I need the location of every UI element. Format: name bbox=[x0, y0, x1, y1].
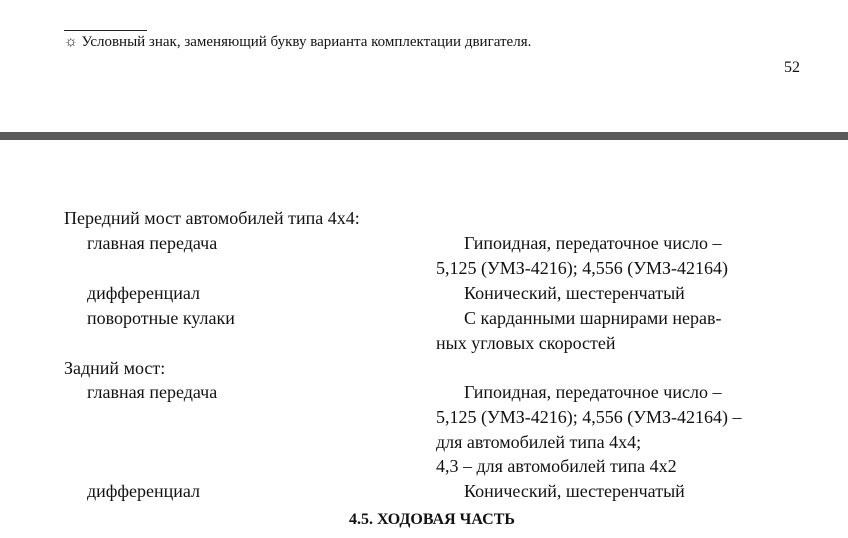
page-number: 52 bbox=[784, 59, 800, 76]
rear-differential-value: Конический, шестеренчатый bbox=[464, 481, 685, 501]
footnote bbox=[64, 33, 531, 52]
rear-differential-label: дифференциал bbox=[87, 481, 201, 501]
front-knuckles-value-line1: С карданными шарнирами нерав- bbox=[464, 308, 722, 328]
rear-main-gear-value-line4: 4,3 – для автомобилей типа 4х2 bbox=[436, 456, 677, 476]
rear-main-gear-label: главная передача bbox=[87, 382, 218, 402]
front-knuckles-label: поворотные кулаки bbox=[87, 308, 235, 328]
page-divider bbox=[0, 132, 848, 140]
sun-symbol-icon: ☼ bbox=[64, 34, 78, 50]
front-knuckles-value-line2: ных угловых скоростей bbox=[436, 333, 616, 353]
rear-main-gear-value-line1: Гипоидная, передаточное число – bbox=[464, 382, 722, 402]
front-main-gear-value-line2: 5,125 (УМЗ-4216); 4,556 (УМЗ-42164) bbox=[436, 258, 728, 278]
front-differential-value: Конический, шестеренчатый bbox=[464, 283, 685, 303]
front-differential-label: дифференциал bbox=[87, 283, 201, 303]
rear-main-gear-value-line2: 5,125 (УМЗ-4216); 4,556 (УМЗ-42164) – bbox=[436, 407, 742, 427]
footnote-text: Условный знак, заменяющий букву варианта комплектации двигателя. bbox=[81, 34, 532, 50]
front-main-gear-label: главная передача bbox=[87, 233, 218, 253]
front-axle-title: Передний мост автомобилей типа 4х4: bbox=[64, 208, 360, 228]
footnote-separator bbox=[64, 30, 147, 31]
rear-axle-title: Задний мост: bbox=[64, 358, 166, 378]
rear-main-gear-value-line3: для автомобилей типа 4х4; bbox=[436, 432, 642, 452]
front-main-gear-value-line1: Гипоидная, передаточное число – bbox=[464, 233, 722, 253]
section-heading: 4.5. ХОДОВАЯ ЧАСТЬ bbox=[349, 511, 515, 528]
